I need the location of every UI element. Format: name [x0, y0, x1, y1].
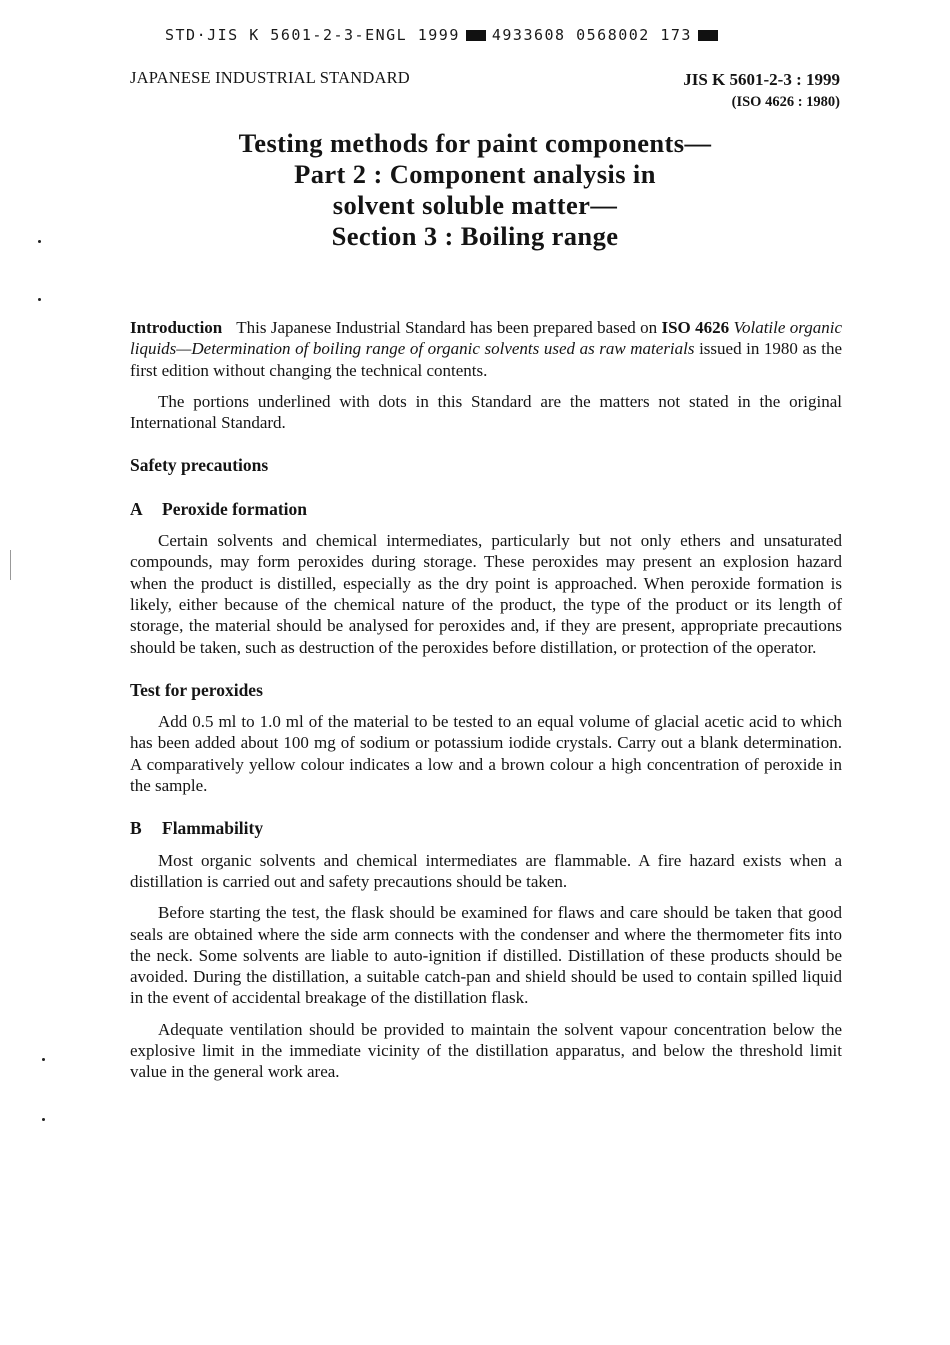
section-b-heading	[130, 818, 842, 839]
scan-mark	[10, 550, 11, 580]
iso-reference: (ISO 4626 : 1980)	[731, 94, 840, 110]
standard-number: JIS K 5601-2-3 : 1999	[683, 70, 840, 89]
flammability-paragraph: Most organic solvents and chemical intermediates are flammable. A fire hazard exists when a distillation is carried out and safety precautions should be taken.	[130, 850, 842, 891]
section-letter: B	[130, 818, 142, 839]
safety-heading: Safety precautions	[130, 455, 269, 476]
stamp-code: STD·JIS K 5601-2-3-ENGL 1999	[165, 26, 460, 44]
intro-text: This Japanese Industrial Standard has been prepared based on	[236, 318, 662, 337]
organization-header: JAPANESE INDUSTRIAL STANDARD	[130, 68, 410, 87]
introduction-label: Introduction	[130, 318, 223, 337]
scan-speck	[42, 1058, 45, 1061]
stamp-number: 4933608 0568002 173	[491, 26, 692, 44]
test-peroxides-heading: Test for peroxides	[130, 679, 263, 700]
flammability-paragraph: Before starting the test, the flask should be examined for flaws and care should be taken that good seals are obtained where the side arm connects with the condenser and where the thermometer fits into the neck. Some solvents are liable to auto-ignition if distilled. Distillation of these products should be avoided. During the distillation, a suitable catch-pan and shield should be used to contain spilled liquid in the event of accidental breakage of the distillation flask.	[130, 903, 842, 1008]
document-title	[0, 128, 950, 252]
document-code-stamp	[165, 26, 724, 44]
section-letter: A	[130, 498, 143, 519]
iso-number: ISO 4626	[661, 318, 730, 337]
section-title: Flammability	[162, 818, 264, 839]
document-body	[130, 317, 842, 1093]
scan-speck	[38, 240, 41, 243]
peroxide-paragraph: Certain solvents and chemical intermediates, particularly but not only ethers and unsaturated compounds, may form peroxides during storage. These peroxides may present an explosion hazard when the product is distilled, especially as the dry point is approached. When peroxide formation is likely, either because of the chemical nature of the product, the type of the product or its length of storage, the material should be analysed for peroxides and, if they are present, appropriate precautions should be taken, such as destruction of the peroxides before distillation, or protection of the operator.	[130, 531, 842, 657]
stamp-bar-mark	[466, 30, 486, 41]
standard-number-header	[683, 68, 840, 114]
intro-note-paragraph: The portions underlined with dots in this Standard are the matters not stated in the original International Standard.	[130, 391, 842, 433]
stamp-bar-mark	[698, 30, 718, 41]
title-line: Part 2 : Component analysis in	[294, 159, 656, 189]
scan-speck	[38, 298, 41, 301]
title-line: Section 3 : Boiling range	[331, 221, 619, 251]
introduction-paragraph	[130, 317, 842, 381]
title-line: Testing methods for paint components—	[238, 128, 712, 158]
title-line: solvent soluble matter—	[332, 190, 618, 220]
scan-speck	[42, 1118, 45, 1121]
section-title: Peroxide formation	[162, 498, 307, 519]
section-a-heading	[130, 499, 842, 520]
iso-title: Volatile organic liquids—Determination of boiling range of organic solvents used as raw materials	[130, 318, 843, 359]
flammability-paragraph: Adequate ventilation should be provided to maintain the solvent vapour concentration below the explosive limit in the immediate vicinity of the distillation apparatus, and below the threshold limit value in the general work area.	[130, 1019, 842, 1082]
intro-text-end: issued in 1980 as the first edition without changing the technical contents.	[130, 339, 842, 380]
test-peroxides-paragraph: Add 0.5 ml to 1.0 ml of the material to be tested to an equal volume of glacial acetic acid to which has been added about 100 mg of sodium or potassium iodide crystals. Carry out a blank determination. A comparatively yellow colour indicates a low and a brown colour a high concentration of peroxide in the sample.	[130, 712, 842, 796]
